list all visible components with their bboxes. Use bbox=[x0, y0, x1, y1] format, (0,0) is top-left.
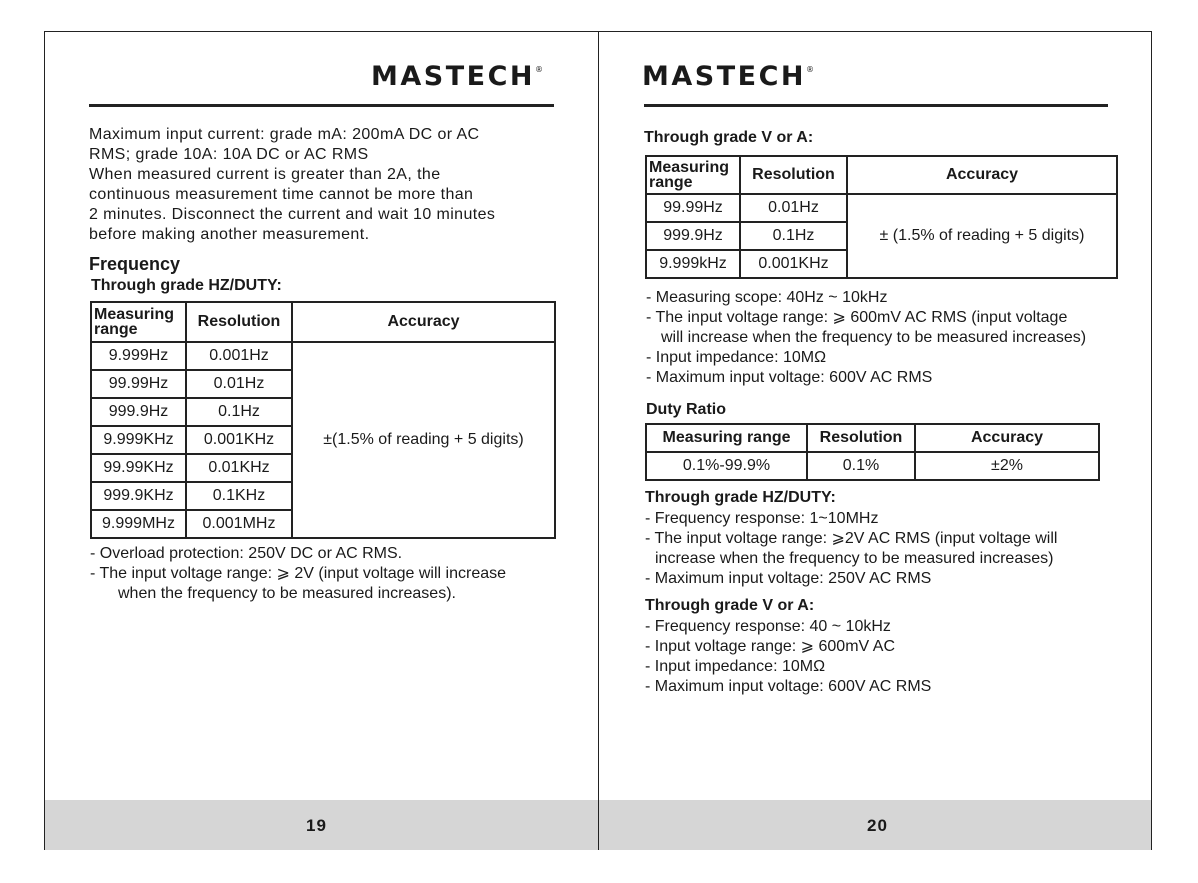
left-header-rule bbox=[89, 104, 554, 107]
right-header-rule bbox=[644, 104, 1108, 107]
resolution-cell: 0.1KHz bbox=[186, 482, 292, 510]
left-notes: - Overload protection: 250V DC or AC RMS. - The input voltage range: ⩾ 2V (input voltage will increase when the frequency to be measured increases). bbox=[90, 545, 507, 602]
accuracy-cell: ± (1.5% of reading + 5 digits) bbox=[847, 194, 1117, 278]
frequency-heading: Frequency bbox=[89, 254, 181, 274]
table-header-row bbox=[646, 424, 1099, 452]
table-header-row bbox=[646, 156, 1117, 194]
right-subheading-v-or-a-2: Through grade V or A: bbox=[645, 597, 815, 614]
range-cell: 99.99Hz bbox=[646, 194, 740, 222]
resolution-cell: 0.01Hz bbox=[186, 370, 292, 398]
measuring-range-header: Measuring range bbox=[646, 156, 740, 194]
accuracy-header: Accuracy bbox=[915, 424, 1099, 452]
resolution-header: Resolution bbox=[186, 302, 292, 342]
range-cell: 9.999MHz bbox=[91, 510, 186, 538]
range-cell: 9.999Hz bbox=[91, 342, 186, 370]
range-cell: 99.99Hz bbox=[91, 370, 186, 398]
table-row bbox=[91, 342, 555, 370]
duty-ratio-heading: Duty Ratio bbox=[646, 401, 726, 418]
right-subheading-v-or-a: Through grade V or A: bbox=[644, 129, 814, 146]
resolution-header: Resolution bbox=[740, 156, 847, 194]
left-subheading-hz-duty: Through grade HZ/DUTY: bbox=[91, 277, 282, 294]
resolution-cell: 0.1Hz bbox=[186, 398, 292, 426]
duty-ratio-table bbox=[645, 423, 1100, 481]
left-frequency-table bbox=[90, 301, 556, 539]
measuring-range-header: Measuring range bbox=[91, 302, 186, 342]
left-brand-logo: MASTECH® bbox=[371, 61, 543, 92]
range-cell: 99.99KHz bbox=[91, 454, 186, 482]
resolution-cell: 0.001MHz bbox=[186, 510, 292, 538]
range-cell: 9.999kHz bbox=[646, 250, 740, 278]
right-subheading-hz-duty: Through grade HZ/DUTY: bbox=[645, 489, 836, 506]
measuring-range-header: Measuring range bbox=[646, 424, 807, 452]
right-notes-v-or-a: - Measuring scope: 40Hz ~ 10kHz - The input voltage range: ⩾ 600mV AC RMS (input voltage will increase when the frequency to be measured increases) - Input impedance: 10MΩ - Maximum input voltage: 600V AC RMS bbox=[646, 289, 1087, 386]
range-cell: 9.999KHz bbox=[91, 426, 186, 454]
table-row bbox=[646, 194, 1117, 222]
left-intro-paragraph: Maximum input current: grade mA: 200mA DC or AC RMS; grade 10A: 10A DC or AC RMS When measured current is greater than 2A, the continuous measurement time cannot be more than 2 minutes. Disconnect the current and wait 10 minutes before making another measurement. bbox=[89, 126, 496, 243]
accuracy-header: Accuracy bbox=[847, 156, 1117, 194]
range-cell: 0.1%-99.9% bbox=[646, 452, 807, 480]
right-brand-logo: MASTECH® bbox=[642, 61, 814, 92]
accuracy-cell: ±(1.5% of reading + 5 digits) bbox=[292, 342, 555, 538]
resolution-header: Resolution bbox=[807, 424, 915, 452]
resolution-cell: 0.01KHz bbox=[186, 454, 292, 482]
accuracy-cell: ±2% bbox=[915, 452, 1099, 480]
page-number-19: 19 bbox=[306, 816, 327, 835]
resolution-cell: 0.001KHz bbox=[740, 250, 847, 278]
page-number-20: 20 bbox=[867, 816, 888, 835]
right-notes-v-or-a-2: - Frequency response: 40 ~ 10kHz - Input voltage range: ⩾ 600mV AC - Input impedance: 10MΩ - Maximum input voltage: 600V AC RMS bbox=[645, 618, 932, 695]
range-cell: 999.9KHz bbox=[91, 482, 186, 510]
resolution-cell: 0.1Hz bbox=[740, 222, 847, 250]
right-frequency-table bbox=[645, 155, 1118, 279]
range-cell: 999.9Hz bbox=[646, 222, 740, 250]
resolution-cell: 0.001KHz bbox=[186, 426, 292, 454]
table-header-row bbox=[91, 302, 555, 342]
right-notes-hz-duty: - Frequency response: 1~10MHz - The input voltage range: ⩾2V AC RMS (input voltage will increase when the frequency to be measured increases) - Maximum input voltage: 250V AC RMS bbox=[645, 510, 1058, 587]
range-cell: 999.9Hz bbox=[91, 398, 186, 426]
resolution-cell: 0.01Hz bbox=[740, 194, 847, 222]
table-row bbox=[646, 452, 1099, 480]
resolution-cell: 0.1% bbox=[807, 452, 915, 480]
resolution-cell: 0.001Hz bbox=[186, 342, 292, 370]
page-divider bbox=[598, 31, 599, 850]
accuracy-header: Accuracy bbox=[292, 302, 555, 342]
